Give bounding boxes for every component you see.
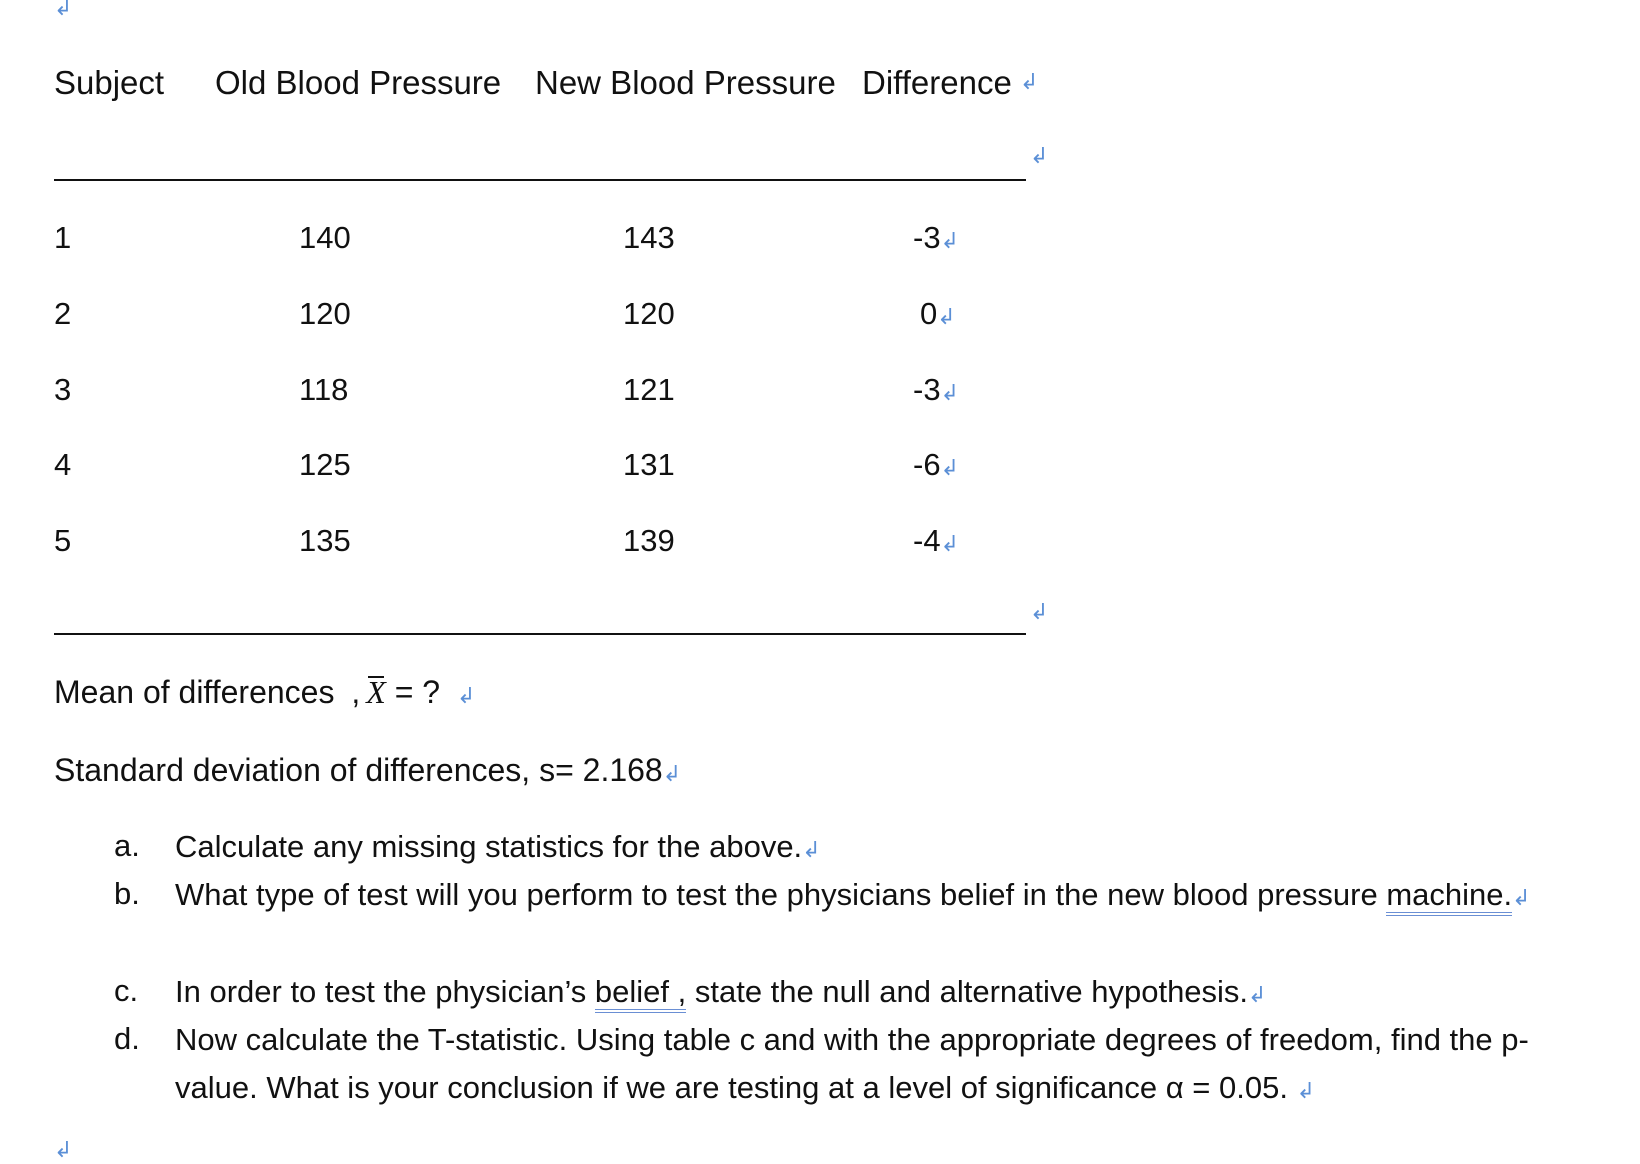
mean-comma: , [351,674,361,710]
mean-label: Mean of differences [54,674,335,710]
paragraph-mark-icon: ↲ [940,229,960,254]
cell-diff: 0↲ [920,296,956,331]
paragraph-mark-icon: ↲ [940,456,960,481]
cell-subject: 3 [54,372,72,407]
cell-old: 118 [299,372,349,407]
cell-subject: 1 [54,220,72,255]
cell-subject: 5 [54,523,72,558]
grammar-underline: belief , [595,974,686,1013]
header-old-bp: Old Blood Pressure [215,64,502,101]
header-subject: Subject [54,64,165,101]
paragraph-mark-icon: ↲ [940,532,960,557]
mean-of-differences-line [54,674,475,711]
paragraph-mark-icon: ↲ [1020,70,1039,95]
item-letter: c. [114,973,139,1008]
cell-diff: -3↲ [913,372,960,407]
cell-new: 139 [623,523,675,558]
item-text: Now calculate the T-statistic. Using table c and with the appropriate degrees of freedom, find the p-value. What is your conclusion if we are testing at a level of significance α = 0.05. ↲ [175,1022,1529,1105]
paragraph-mark-icon: ↲ [662,762,682,787]
item-text: What type of test will you perform to test the physicians belief in the new blood pressure machine.↲ [175,871,1595,923]
paragraph-mark-icon: ↲ [456,684,476,709]
grammar-underline: machine. [1386,877,1512,916]
cell-old: 140 [299,220,351,255]
cell-old: 120 [299,296,351,331]
cell-new: 143 [623,220,675,255]
item-letter: a. [114,828,140,863]
mean-equals: = ? [394,674,441,710]
item-text: In order to test the physician’s belief , state the null and alternative hypothesis.↲ [175,968,1595,1020]
cell-diff: -6↲ [913,447,960,482]
cell-subject: 4 [54,447,72,482]
table-bottom-rule [54,633,1026,635]
paragraph-mark-icon: ↲ [1248,983,1267,1008]
standard-deviation-line [54,752,681,789]
paragraph-mark-icon: ↲ [1030,600,1049,625]
cell-new: 131 [623,447,675,482]
paragraph-mark-icon: ↲ [1512,886,1531,911]
table-top-rule [54,179,1026,181]
paragraph-mark-icon: ↲ [1296,1079,1316,1104]
cell-old: 135 [299,523,351,558]
header-new-bp: New Blood Pressure [535,64,836,101]
header-difference: Difference [862,64,1012,101]
paragraph-mark-icon: ↲ [937,305,956,330]
item-letter: b. [114,876,140,911]
paragraph-mark-icon: ↲ [940,381,960,406]
cell-diff: -3↲ [913,220,960,255]
cell-new: 121 [623,372,675,407]
item-text: Calculate any missing statistics for the above.↲ [175,829,821,864]
item-letter: d. [114,1021,140,1056]
paragraph-mark-icon: ↲ [802,838,821,863]
x-bar-symbol: X [366,674,386,710]
cell-subject: 2 [54,296,72,331]
paragraph-mark-icon: ↲ [54,0,73,21]
cell-old: 125 [299,447,351,482]
paragraph-mark-icon: ↲ [54,1138,73,1163]
cell-diff: -4↲ [913,523,960,558]
paragraph-mark-icon: ↲ [1030,144,1049,169]
sd-text: Standard deviation of differences, s= 2.168 [54,752,663,788]
cell-new: 120 [623,296,675,331]
